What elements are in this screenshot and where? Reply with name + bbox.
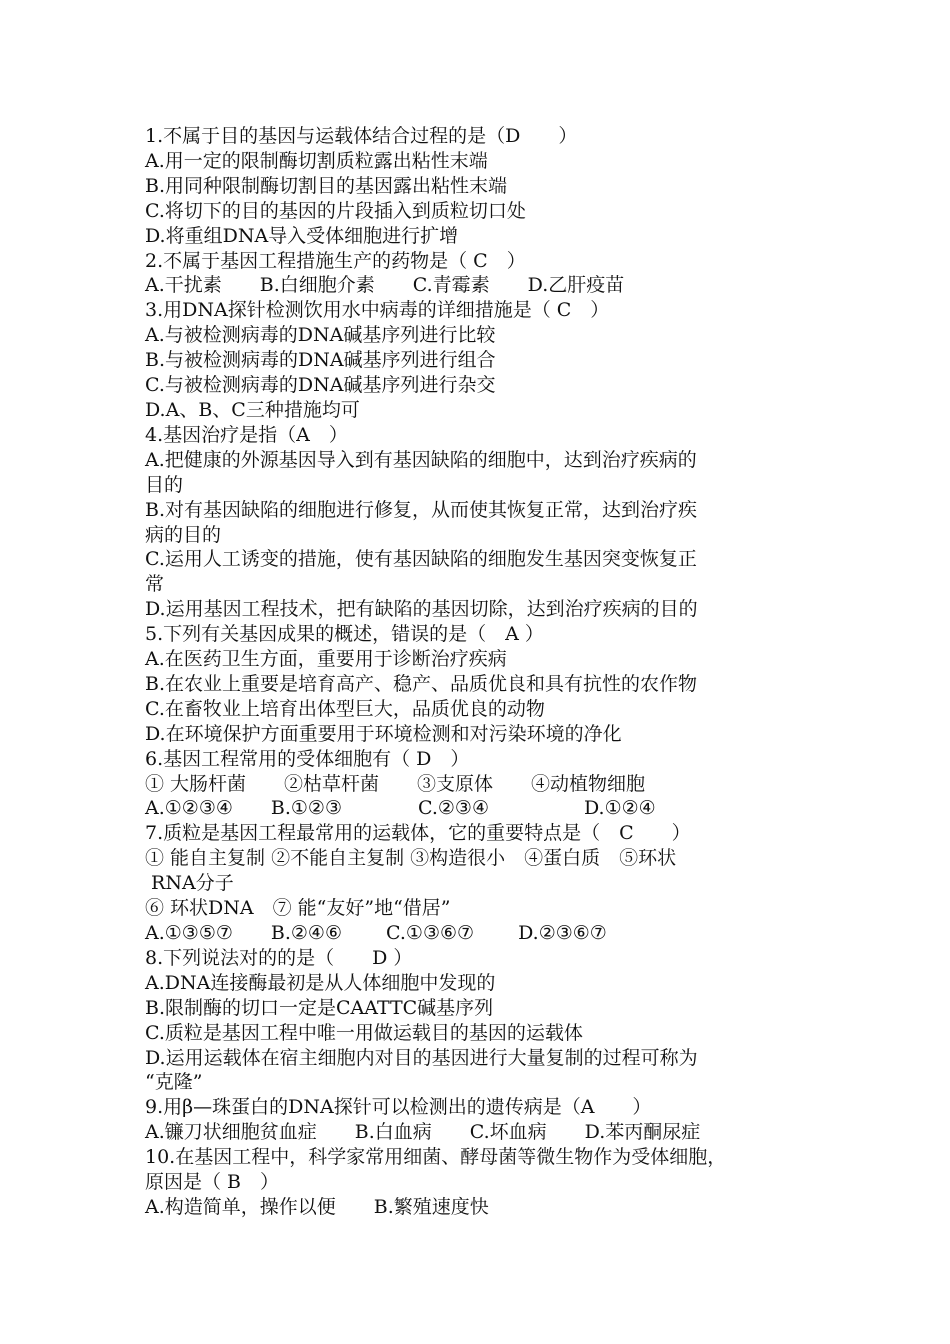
text-line: 5.下列有关基因成果的概述，错误的是（ A ） [145, 623, 544, 646]
text-line: C.质粒是基因工程中唯一用做运载目的基因的运载体 [145, 1021, 583, 1044]
text-line: 常 [145, 573, 165, 596]
text-line: A.①③⑤⑦ B.②④⑥ C.①③⑥⑦ D.②③⑥⑦ [145, 922, 607, 944]
text-line: RNA分子 [145, 872, 234, 895]
text-line: A.DNA连接酶最初是从人体细胞中发现的 [145, 971, 496, 994]
text-line: D.将重组DNA导入受体细胞进行扩增 [145, 224, 459, 247]
text-line: 8.下列说法对的的是（ D ） [145, 946, 413, 969]
text-line: D.运用基因工程技术，把有缺陷的基因切除，达到治疗疾病的目的 [145, 598, 698, 621]
text-line: 4.基因治疗是指（A ） [145, 423, 348, 446]
text-line: A.把健康的外源基因导入到有基因缺陷的细胞中，达到治疗疾病的 [145, 448, 697, 471]
text-line: C.在畜牧业上培育出体型巨大，品质优良的动物 [145, 697, 545, 720]
text-line: A.①②③④ B.①②③ C.②③④ D.①②④ [145, 797, 656, 820]
text-line: C.运用人工诱变的措施，使有基因缺陷的细胞发生基因突变恢复正 [145, 548, 697, 571]
text-line: A.与被检测病毒的DNA碱基序列进行比较 [145, 324, 496, 347]
document-body [145, 124, 825, 1220]
text-line: 10.在基因工程中，科学家常用细菌、酵母菌等微生物作为受体细胞， [145, 1146, 727, 1169]
text-line: 3.用DNA探针检测饮用水中病毒的详细措施是（ C ） [145, 299, 610, 322]
text-line: ⑥ 环状DNA ⑦ 能“友好”地“借居” [145, 897, 451, 920]
text-line: 目的 [145, 473, 184, 496]
text-line: ① 能自主复制 ②不能自主复制 ③构造很小 ④蛋白质 ⑤环状 [145, 847, 677, 870]
text-line: B.对有基因缺陷的细胞进行修复，从而使其恢复正常，达到治疗疾 [145, 498, 698, 521]
text-line: D.在环境保护方面重要用于环境检测和对污染环境的净化 [145, 722, 622, 745]
text-line: 7.质粒是基因工程最常用的运载体，它的重要特点是（ C ） [145, 822, 691, 845]
text-line: A.用一定的限制酶切割质粒露出粘性末端 [145, 149, 488, 172]
text-line: B.限制酶的切口一定是CAATTC碱基序列 [145, 996, 494, 1019]
text-line: C.将切下的目的基因的片段插入到质粒切口处 [145, 199, 526, 222]
text-line: D.A、B、C三种措施均可 [145, 398, 360, 421]
text-line: “克隆” [145, 1071, 203, 1094]
text-line: B.在农业上重要是培育高产、稳产、品质优良和具有抗性的农作物 [145, 672, 698, 695]
text-line: B.用同种限制酶切割目的基因露出粘性末端 [145, 174, 508, 197]
text-line: C.与被检测病毒的DNA碱基序列进行杂交 [145, 374, 496, 397]
text-line: 病的目的 [145, 523, 222, 546]
text-line: 2.不属于基因工程措施生产的药物是（ C ） [145, 249, 526, 272]
text-line: 1.不属于目的基因与运载体结合过程的是（D ） [145, 125, 578, 147]
text-line: A.在医药卫生方面，重要用于诊断治疗疾病 [145, 648, 507, 671]
text-line: 6.基因工程常用的受体细胞有（ D ） [145, 747, 470, 770]
text-line: A.镰刀状细胞贫血症 B.白血病 C.坏血病 D.苯丙酮尿症 [145, 1121, 701, 1144]
text-line: A.构造简单，操作以便 B.繁殖速度快 [145, 1195, 489, 1218]
text-line: 原因是（ B ） [145, 1171, 280, 1194]
text-line: A.干扰素 B.白细胞介素 C.青霉素 D.乙肝疫苗 [145, 274, 625, 297]
text-line: B.与被检测病毒的DNA碱基序列进行组合 [145, 349, 496, 372]
text-line: ① 大肠杆菌 ②枯草杆菌 ③支原体 ④动植物细胞 [145, 772, 646, 795]
text-line: 9.用β—珠蛋白的DNA探针可以检测出的遗传病是（A ） [145, 1096, 652, 1119]
text-line: D.运用运载体在宿主细胞内对目的基因进行大量复制的过程可称为 [145, 1046, 698, 1069]
